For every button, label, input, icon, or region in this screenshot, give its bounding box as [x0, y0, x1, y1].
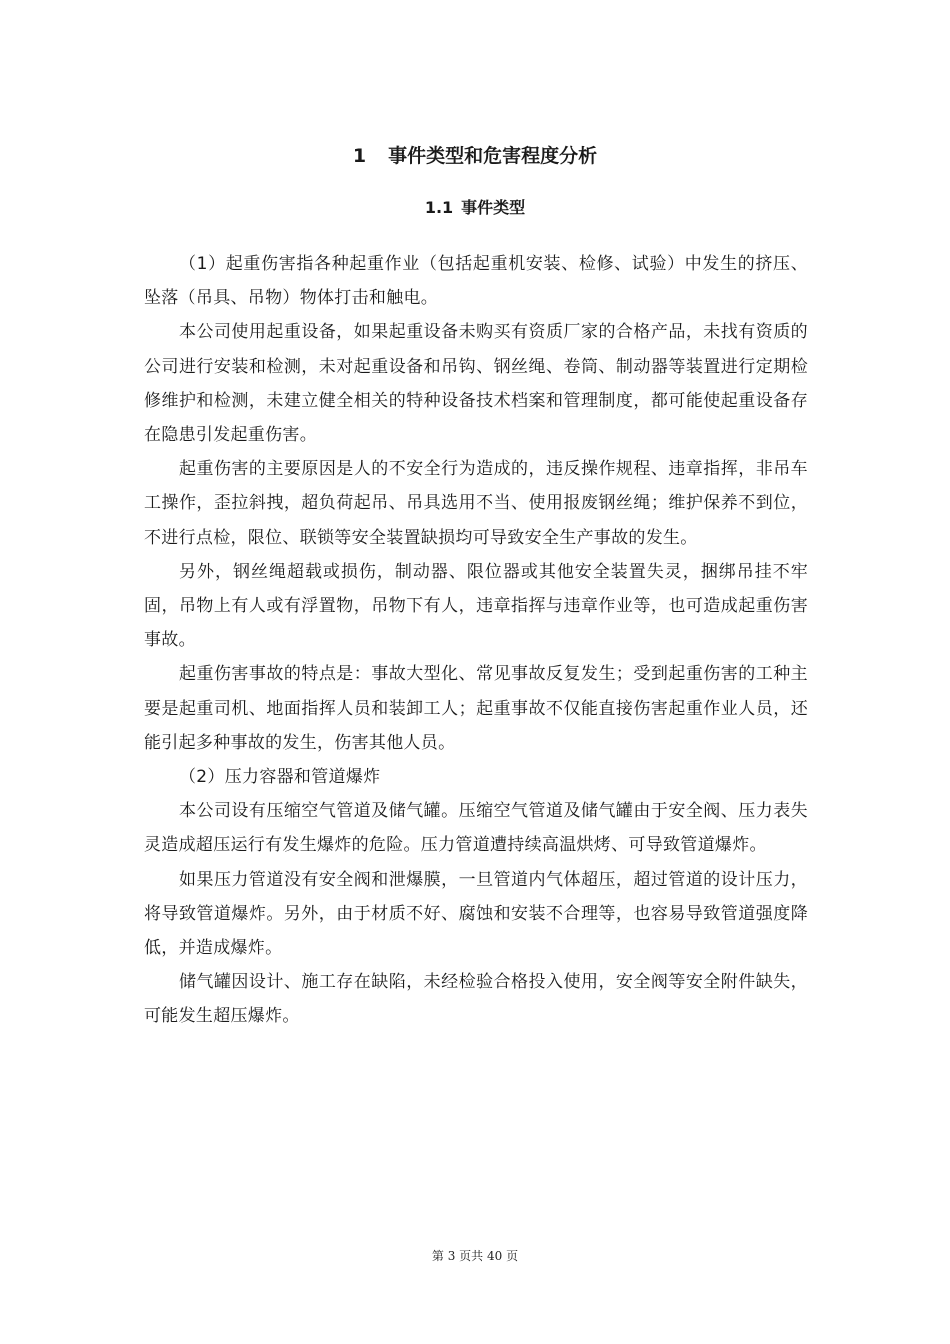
paragraph: 储气罐因设计、施工存在缺陷，未经检验合格投入使用，安全阀等安全附件缺失，可能发生超压爆炸。	[144, 972, 808, 1027]
paragraph: 本公司设有压缩空气管道及储气罐。压缩空气管道及储气罐由于安全阀、压力表失灵造成超压运行有发生爆炸的危险。压力管道遭持续高温烘烤、可导致管道爆炸。	[144, 801, 808, 856]
section-title: 事件类型和危害程度分析	[388, 145, 598, 167]
paragraph-subheading: （2）压力容器和管道爆炸	[179, 767, 381, 788]
paragraph: 如果压力管道没有安全阀和泄爆膜，一旦管道内气体超压，超过管道的设计压力，将导致管道爆炸。另外，由于材质不好、腐蚀和安装不合理等，也容易导致管道强度降低，并造成爆炸。	[144, 869, 808, 959]
paragraph: 另外，钢丝绳超载或损伤，制动器、限位器或其他安全装置失灵，捆绑吊挂不牢固，吊物上有人或有浮置物，吊物下有人，违章指挥与违章作业等，也可造成起重伤害事故。	[144, 561, 808, 651]
section-heading	[0, 142, 950, 170]
subsection-number: 1.1	[424, 198, 454, 217]
section-number: 1	[352, 145, 367, 167]
body-text	[144, 247, 808, 1034]
paragraph: 起重伤害的主要原因是人的不安全行为造成的，违反操作规程、违章指挥，非吊车工操作，歪拉斜拽，超负荷起吊、吊具选用不当、使用报废钢丝绳；维护保养不到位，不进行点检，限位、联锁等安全装置缺损均可导致安全生产事故的发生。	[144, 459, 808, 548]
subsection-heading	[0, 195, 950, 221]
subsection-title: 事件类型	[461, 198, 526, 217]
paragraph: 起重伤害事故的特点是：事故大型化、常见事故反复发生；受到起重伤害的工种主要是起重司机、地面指挥人员和装卸工人；起重事故不仅能直接伤害起重作业人员，还能引起多种事故的发生，伤害其他人员。	[144, 664, 808, 753]
paragraph: （1）起重伤害指各种起重作业（包括起重机安装、检修、试验）中发生的挤压、坠落（吊具、吊物）物体打击和触电。	[144, 254, 808, 309]
page-footer: 第 3 页共 40 页	[431, 1249, 519, 1263]
paragraph: 本公司使用起重设备，如果起重设备未购买有资质厂家的合格产品，未找有资质的公司进行安装和检测，未对起重设备和吊钩、钢丝绳、卷筒、制动器等装置进行定期检修维护和检测，未建立健全相关的特种设备技术档案和管理制度，都可能使起重设备存在隐患引发起重伤害。	[144, 322, 808, 446]
